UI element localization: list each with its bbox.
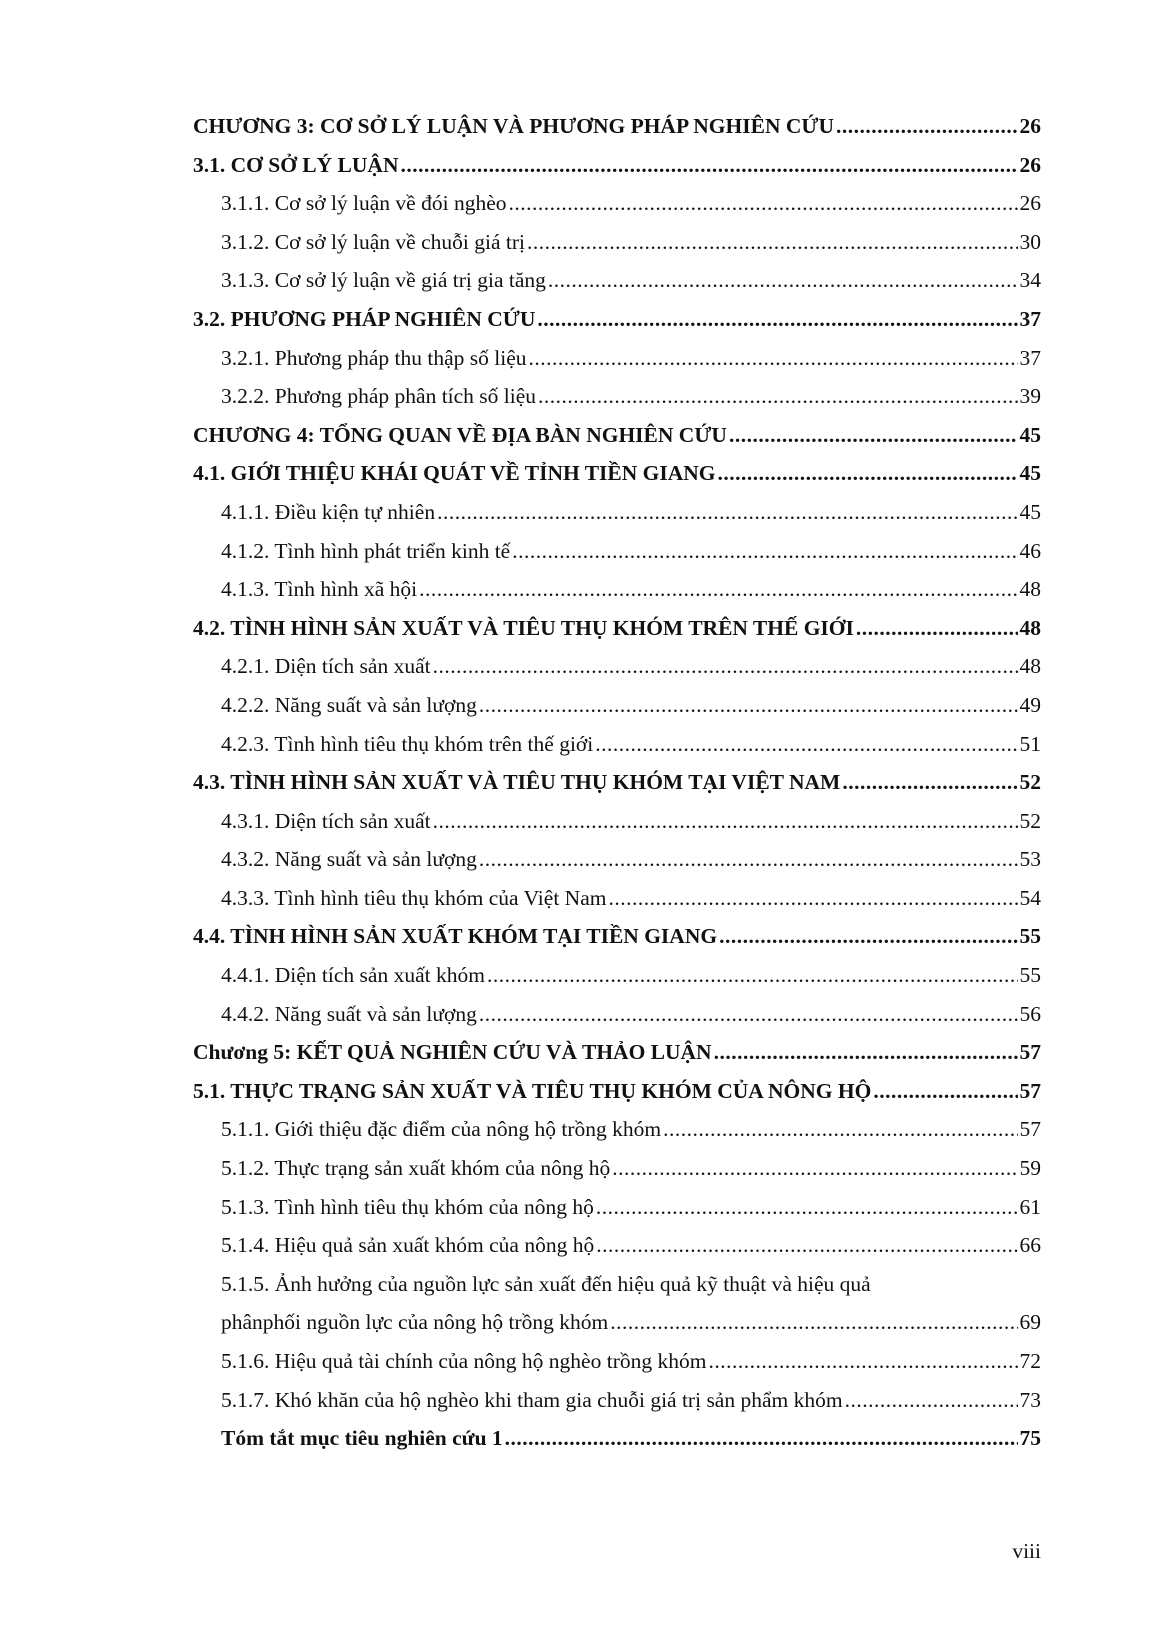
toc-entry-page: 37: [1019, 306, 1041, 331]
toc-entry[interactable]: [193, 1303, 1041, 1342]
toc-entry-page: 48: [1019, 654, 1041, 679]
toc-entry-page: 37: [1019, 345, 1041, 370]
toc-entry-title: CHƯƠNG 4: TỔNG QUAN VỀ ĐỊA BÀN NGHIÊN CỨU: [193, 422, 727, 447]
toc-entry[interactable]: [193, 686, 1041, 725]
toc-entry-page: 45: [1019, 499, 1041, 524]
toc-entry[interactable]: [193, 917, 1041, 956]
toc-entry-page: 26: [1019, 152, 1041, 177]
toc-entry[interactable]: [193, 107, 1041, 146]
toc-entry-title: 4.3.1. Diện tích sản xuất: [221, 808, 431, 833]
dot-leader: [596, 1226, 1017, 1265]
dot-leader: [612, 1149, 1017, 1188]
toc-entry[interactable]: [193, 802, 1041, 841]
toc-entry[interactable]: [193, 377, 1041, 416]
toc-entry[interactable]: [193, 840, 1041, 879]
toc-entry[interactable]: [193, 339, 1041, 378]
dot-leader: [400, 146, 1017, 185]
toc-entry[interactable]: [193, 1381, 1041, 1420]
toc-entry-page: 57: [1019, 1117, 1041, 1142]
toc-entry-title: 4.2. TÌNH HÌNH SẢN XUẤT VÀ TIÊU THỤ KHÓM TRÊN THẾ GIỚI: [193, 615, 854, 640]
dot-leader: [856, 609, 1018, 648]
dot-leader: [509, 184, 1018, 223]
dot-leader: [479, 840, 1018, 879]
toc-entry[interactable]: [193, 570, 1041, 609]
toc-entry[interactable]: [193, 1072, 1041, 1111]
toc-entry-title: 5.1.2. Thực trạng sản xuất khóm của nông hộ: [221, 1156, 611, 1181]
toc-entry[interactable]: [193, 146, 1041, 185]
toc-entry-title: 4.4.2. Năng suất và sản lượng: [221, 1001, 477, 1026]
toc-entry[interactable]: [193, 1342, 1041, 1381]
toc-entry-page: 56: [1019, 1001, 1041, 1026]
dot-leader: [479, 686, 1018, 725]
toc-entry[interactable]: [193, 647, 1041, 686]
page-number: viii: [1012, 1539, 1041, 1563]
dot-leader: [537, 300, 1017, 339]
toc-entry-title: 5.1.6. Hiệu quả tài chính của nông hộ nghèo trồng khóm: [221, 1349, 707, 1373]
toc-entry[interactable]: [193, 1419, 1041, 1458]
toc-entry-page: 61: [1019, 1194, 1041, 1219]
dot-leader: [595, 725, 1017, 764]
toc-entry-title: 4.1.2. Tình hình phát triển kinh tế: [221, 538, 511, 563]
toc-entry[interactable]: [193, 1110, 1041, 1149]
dot-leader: [836, 107, 1017, 146]
toc-entry[interactable]: [193, 956, 1041, 995]
toc-entry-title: 5.1.7. Khó khăn của hộ nghèo khi tham gia chuỗi giá trị sản phẩm khóm: [221, 1387, 843, 1412]
toc-entry[interactable]: [193, 416, 1041, 455]
toc-entry[interactable]: [193, 995, 1041, 1034]
dot-leader: [842, 763, 1017, 802]
dot-leader: [873, 1072, 1017, 1111]
toc-entry-title: 5.1.1. Giới thiệu đặc điểm của nông hộ trồng khóm: [221, 1117, 662, 1142]
dot-leader: [714, 1033, 1018, 1072]
toc-entry-title: 4.1.1. Điều kiện tự nhiên: [221, 499, 436, 524]
dot-leader: [529, 339, 1018, 378]
dot-leader: [512, 532, 1017, 571]
dot-leader: [845, 1381, 1018, 1420]
toc-entry-page: 51: [1019, 731, 1041, 756]
toc-entry-title: Chương 5: KẾT QUẢ NGHIÊN CỨU VÀ THẢO LUẬN: [193, 1040, 712, 1065]
toc-entry-page: 26: [1019, 114, 1041, 138]
toc-entry[interactable]: [193, 493, 1041, 532]
toc-entry-title: 4.3. TÌNH HÌNH SẢN XUẤT VÀ TIÊU THỤ KHÓM TẠI VIỆT NAM: [193, 770, 841, 795]
dot-leader: [610, 1303, 1017, 1342]
toc-entry-page: 46: [1019, 538, 1041, 563]
dot-leader: [548, 261, 1018, 300]
toc-entry-title: 4.4.1. Diện tích sản xuất khóm: [221, 963, 485, 988]
toc-entry[interactable]: [193, 1149, 1041, 1188]
toc-entry-title: 3.1.2. Cơ sở lý luận về chuỗi giá trị: [221, 229, 525, 254]
toc-entry-title: 3.1.1. Cơ sở lý luận về đói nghèo: [221, 191, 507, 216]
toc-entry[interactable]: [193, 1188, 1041, 1227]
toc-entry-page: 26: [1019, 191, 1041, 216]
toc-entry-page: 59: [1019, 1156, 1041, 1181]
toc-entry-page: 55: [1019, 963, 1041, 988]
dot-leader: [505, 1419, 1018, 1458]
toc-entry[interactable]: [193, 261, 1041, 300]
table-of-contents: [193, 107, 1041, 1458]
toc-entry-title: 3.2. PHƯƠNG PHÁP NGHIÊN CỨU: [193, 306, 536, 331]
toc-entry[interactable]: [193, 879, 1041, 918]
toc-entry-title: 4.3.3. Tình hình tiêu thụ khóm của Việt Nam: [221, 885, 607, 910]
dot-leader: [718, 454, 1018, 493]
dot-leader: [437, 493, 1017, 532]
toc-entry-title: CHƯƠNG 3: CƠ SỞ LÝ LUẬN VÀ PHƯƠNG PHÁP NGHIÊN CỨU: [193, 114, 835, 138]
dot-leader: [419, 570, 1017, 609]
toc-entry-title: Tóm tắt mục tiêu nghiên cứu 1: [221, 1426, 503, 1451]
toc-entry-page: 57: [1019, 1078, 1041, 1103]
toc-entry-title: 5.1. THỰC TRẠNG SẢN XUẤT VÀ TIÊU THỤ KHÓM CỦA NÔNG HỘ: [193, 1078, 872, 1103]
toc-entry-page: 45: [1019, 422, 1041, 447]
toc-entry-title: 4.2.1. Diện tích sản xuất: [221, 654, 431, 679]
dot-leader: [663, 1110, 1017, 1149]
toc-entry-page: 39: [1019, 384, 1041, 409]
toc-entry-page: 69: [1019, 1310, 1041, 1335]
toc-entry[interactable]: [193, 1033, 1041, 1072]
dot-leader: [479, 995, 1018, 1034]
toc-entry-page: 73: [1019, 1387, 1041, 1412]
dot-leader: [719, 917, 1017, 956]
toc-entry-page: 55: [1019, 924, 1041, 949]
toc-entry-page: 53: [1019, 847, 1041, 872]
toc-entry-title[interactable]: 5.1.5. Ảnh hưởng của nguồn lực sản xuất đến hiệu quả kỹ thuật và hiệu quả: [221, 1271, 871, 1296]
dot-leader: [596, 1188, 1018, 1227]
toc-entry-title: 4.3.2. Năng suất và sản lượng: [221, 847, 477, 872]
toc-entry-title: 4.1. GIỚI THIỆU KHÁI QUÁT VỀ TỈNH TIỀN GIANG: [193, 461, 716, 486]
toc-entry-title: 3.1.3. Cơ sở lý luận về giá trị gia tăng: [221, 268, 546, 293]
dot-leader: [708, 1342, 1017, 1381]
toc-entry-title: 3.2.2. Phương pháp phân tích số liệu: [221, 384, 537, 409]
toc-entry-title-continuation: phânphối nguồn lực của nông hộ trồng khóm: [221, 1310, 609, 1335]
dot-leader: [433, 647, 1018, 686]
toc-entry-title: 5.1.4. Hiệu quả sản xuất khóm của nông hộ: [221, 1233, 595, 1258]
toc-entry[interactable]: [193, 609, 1041, 648]
toc-entry-page: 49: [1019, 692, 1041, 717]
toc-entry-page: 52: [1019, 808, 1041, 833]
toc-entry[interactable]: [193, 184, 1041, 223]
toc-entry[interactable]: [193, 763, 1041, 802]
toc-entry[interactable]: [193, 300, 1041, 339]
toc-entry-page: 48: [1019, 615, 1041, 640]
dot-leader: [433, 802, 1018, 841]
toc-entry-page: 52: [1019, 770, 1041, 795]
dot-leader: [729, 416, 1018, 455]
toc-entry-page: 34: [1019, 268, 1041, 293]
toc-entry[interactable]: [193, 223, 1041, 262]
dot-leader: [487, 956, 1018, 995]
toc-entry-title: 4.2.2. Năng suất và sản lượng: [221, 692, 477, 717]
toc-entry-title: 5.1.3. Tình hình tiêu thụ khóm của nông hộ: [221, 1194, 594, 1219]
dot-leader: [527, 223, 1018, 262]
toc-entry-title: 4.4. TÌNH HÌNH SẢN XUẤT KHÓM TẠI TIỀN GIANG: [193, 924, 718, 949]
toc-entry[interactable]: [193, 1226, 1041, 1265]
toc-entry-page: 66: [1019, 1233, 1041, 1258]
toc-entry-page: 54: [1019, 885, 1041, 910]
toc-entry-page: 75: [1019, 1426, 1041, 1451]
toc-entry-title: 4.1.3. Tình hình xã hội: [221, 577, 418, 602]
dot-leader: [538, 377, 1017, 416]
toc-entry[interactable]: [193, 725, 1041, 764]
toc-entry-page: 45: [1019, 461, 1041, 486]
toc-entry[interactable]: [193, 454, 1041, 493]
toc-entry-page: 57: [1019, 1040, 1041, 1065]
toc-entry-page: 30: [1019, 229, 1041, 254]
toc-entry[interactable]: [193, 532, 1041, 571]
dot-leader: [608, 879, 1017, 918]
toc-entry-page: 72: [1019, 1349, 1041, 1373]
toc-entry-title: 3.1. CƠ SỞ LÝ LUẬN: [193, 152, 399, 177]
toc-entry-page: 48: [1019, 577, 1041, 602]
toc-entry-title: 3.2.1. Phương pháp thu thập số liệu: [221, 345, 527, 370]
toc-entry-title: 4.2.3. Tình hình tiêu thụ khóm trên thế giới: [221, 731, 594, 756]
